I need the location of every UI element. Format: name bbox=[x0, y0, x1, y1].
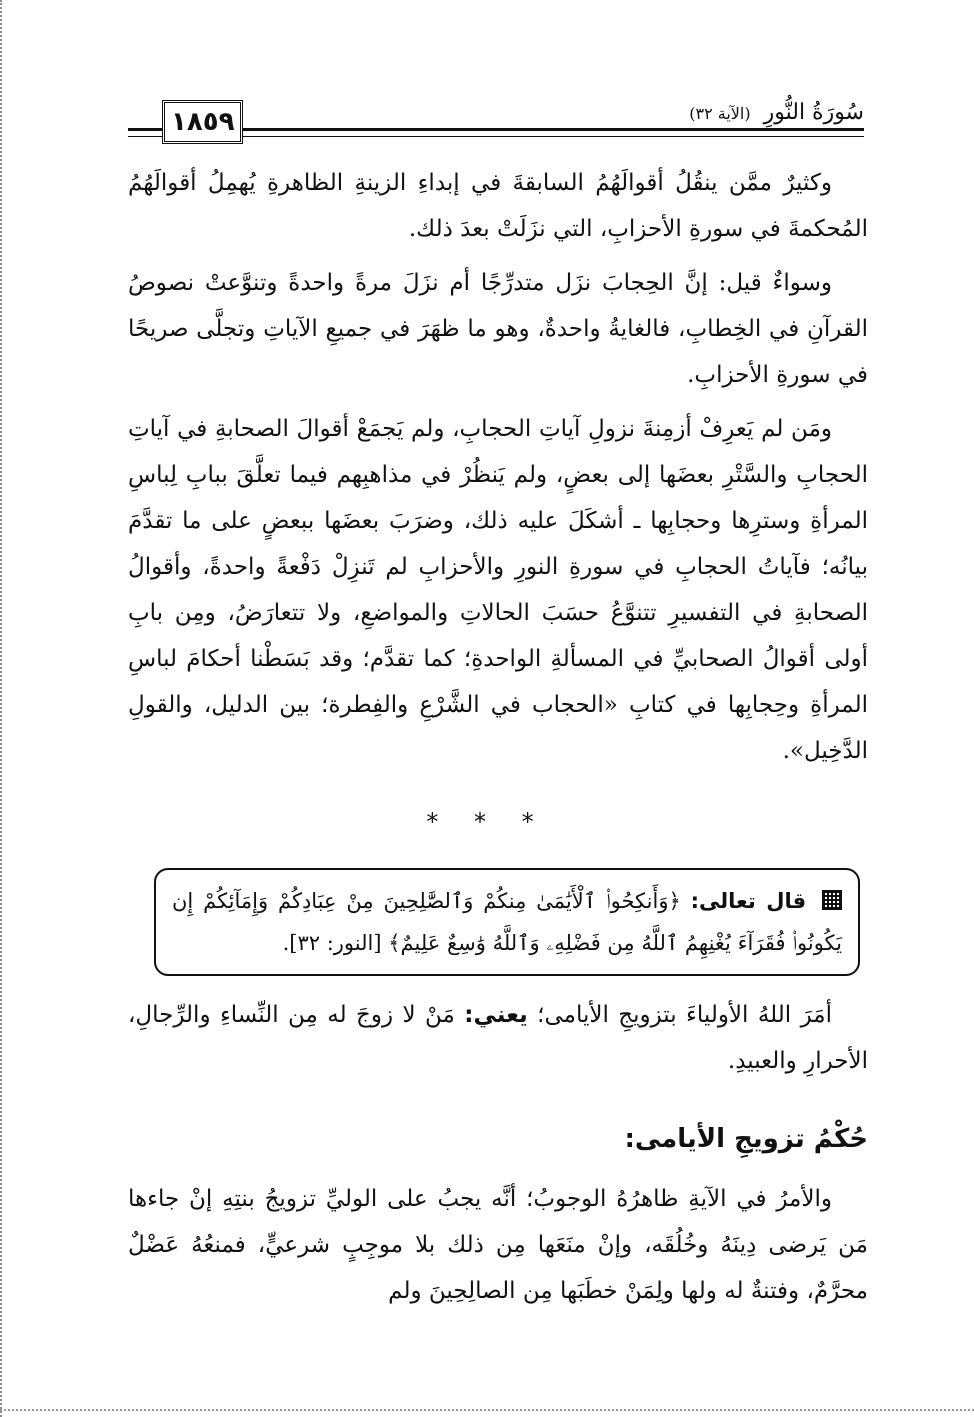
scan-edge-left bbox=[0, 0, 6, 1417]
quran-verse-box bbox=[154, 868, 860, 976]
final-paragraph: والأمرُ في الآيةِ ظاهرُهُ الوجوبُ؛ أنَّه يجبُ على الوليِّ تزويجُ بنتِهِ إنْ جاءها مَن يَرضى دِينَهُ وخُلُقَه، وإنْ منَعَها مِن ذلك بلا موجِبٍ شرعيٍّ، فمنعُهُ عَضْلٌ محرَّمٌ، وفتنةٌ له ولها ولِمَنْ خطَبَها مِن الصالِحِينَ ولم bbox=[128, 1186, 868, 1304]
verse-label: قال تعالى: bbox=[690, 889, 807, 913]
keyword-yani: يعني: bbox=[464, 1002, 528, 1028]
section-separator: * * * bbox=[426, 808, 548, 836]
ruling-text bbox=[128, 1176, 868, 1314]
scan-edge-bottom bbox=[0, 1409, 974, 1411]
paragraph-2: وسواءٌ قيل: إنَّ الحِجابَ نزَل متدرِّجًا أم نزَلَ مرةً واحدةً وتنوَّعتْ نصوصُ القرآنِ في الخِطابِ، فالغايةُ واحدةٌ، وهو ما ظهَرَ في جميعِ الآياتِ وتجلَّى صريحًا في سورةِ الأحزابِ. bbox=[128, 270, 868, 388]
paragraph-3: ومَن لم يَعرِفْ أزمِنةَ نزولِ آياتِ الحجابِ، ولم يَجمَعْ أقوالَ الصحابةِ في آياتِ الحجابِ والسَّتْرِ بعضَها إلى بعضٍ، ولم يَنظُرْ في مذاهبِهم فيما تعلَّقَ ببابِ لِباسِ المرأةِ وسترِها وحجابِها ـ أشكَلَ عليه ذلك، وضرَبَ بعضَها ببعضٍ على ما تقدَّمَ بيانُه؛ فآياتُ الحجابِ في سورةِ النورِ والأحزابِ لم تَنزِلْ دَفْعةً واحدةً، وأقوالُ الصحابةِ في التفسيرِ تتنوَّعُ حسَبَ الحالاتِ والمواضعِ، ولا تتعارَضُ، ومِن بابِ أولى أقوالُ الصحابيِّ في المسألةِ الواحدةِ؛ كما تقدَّم؛ وقد بَسَطْنا أحكامَ لباسِ المرأةِ وحِجابِها في كتابِ «الحجاب في الشَّرْعِ والفِطرة؛ بين الدليل، والقولِ الدَّخِيل». bbox=[128, 416, 868, 764]
surah-title bbox=[679, 98, 864, 128]
verse-text: ﴿وَأَنكِحُوا۟ ٱلْأَيَٰمَىٰ مِنكُمْ وَٱلصَّٰلِحِينَ مِنْ عِبَادِكُمْ وَإِمَآئِكُمْ إِن يَكُونُوا۟ فُقَرَآءَ يُغْنِهِمُ ٱللَّهُ مِن فَضْلِهِۦ وَٱللَّهُ وَٰسِعٌ عَلِيمٌ﴾ bbox=[172, 889, 842, 955]
page-header bbox=[128, 98, 864, 144]
paragraph-after-verse-start: أمَرَ اللهُ الأولياءَ بتزويجِ الأيامى؛ bbox=[527, 1002, 832, 1028]
verse-citation: [النور: ٣٢]. bbox=[282, 931, 382, 955]
commentary-text bbox=[128, 992, 868, 1092]
main-text bbox=[128, 160, 868, 782]
section-heading: حُكْمُ تزويجِ الأيامى: bbox=[624, 1124, 868, 1154]
paragraph-1: وكثيرٌ ممَّن ينقُلُ أقوالَهُمُ السابقةَ في إبداءِ الزينةِ الظاهرةِ يُهمِلُ أقوالَهُمُ المُحكمةَ في سورةِ الأحزابِ، التي نزَلَتْ بعدَ ذلك. bbox=[128, 170, 868, 242]
paragraph-after-verse-end: مَنْ لا زوجَ له مِن النِّساءِ والرِّجالِ، الأحرارِ والعبيدِ. bbox=[128, 1002, 868, 1074]
verse-reference: (الآية ٣٢) bbox=[689, 104, 751, 123]
surah-name: سُورَةُ النُّورِ bbox=[763, 100, 864, 125]
page-number: ١٨٥٩ bbox=[162, 100, 243, 144]
ornament-square-icon bbox=[822, 890, 842, 910]
paragraph-after-verse bbox=[128, 992, 868, 1084]
